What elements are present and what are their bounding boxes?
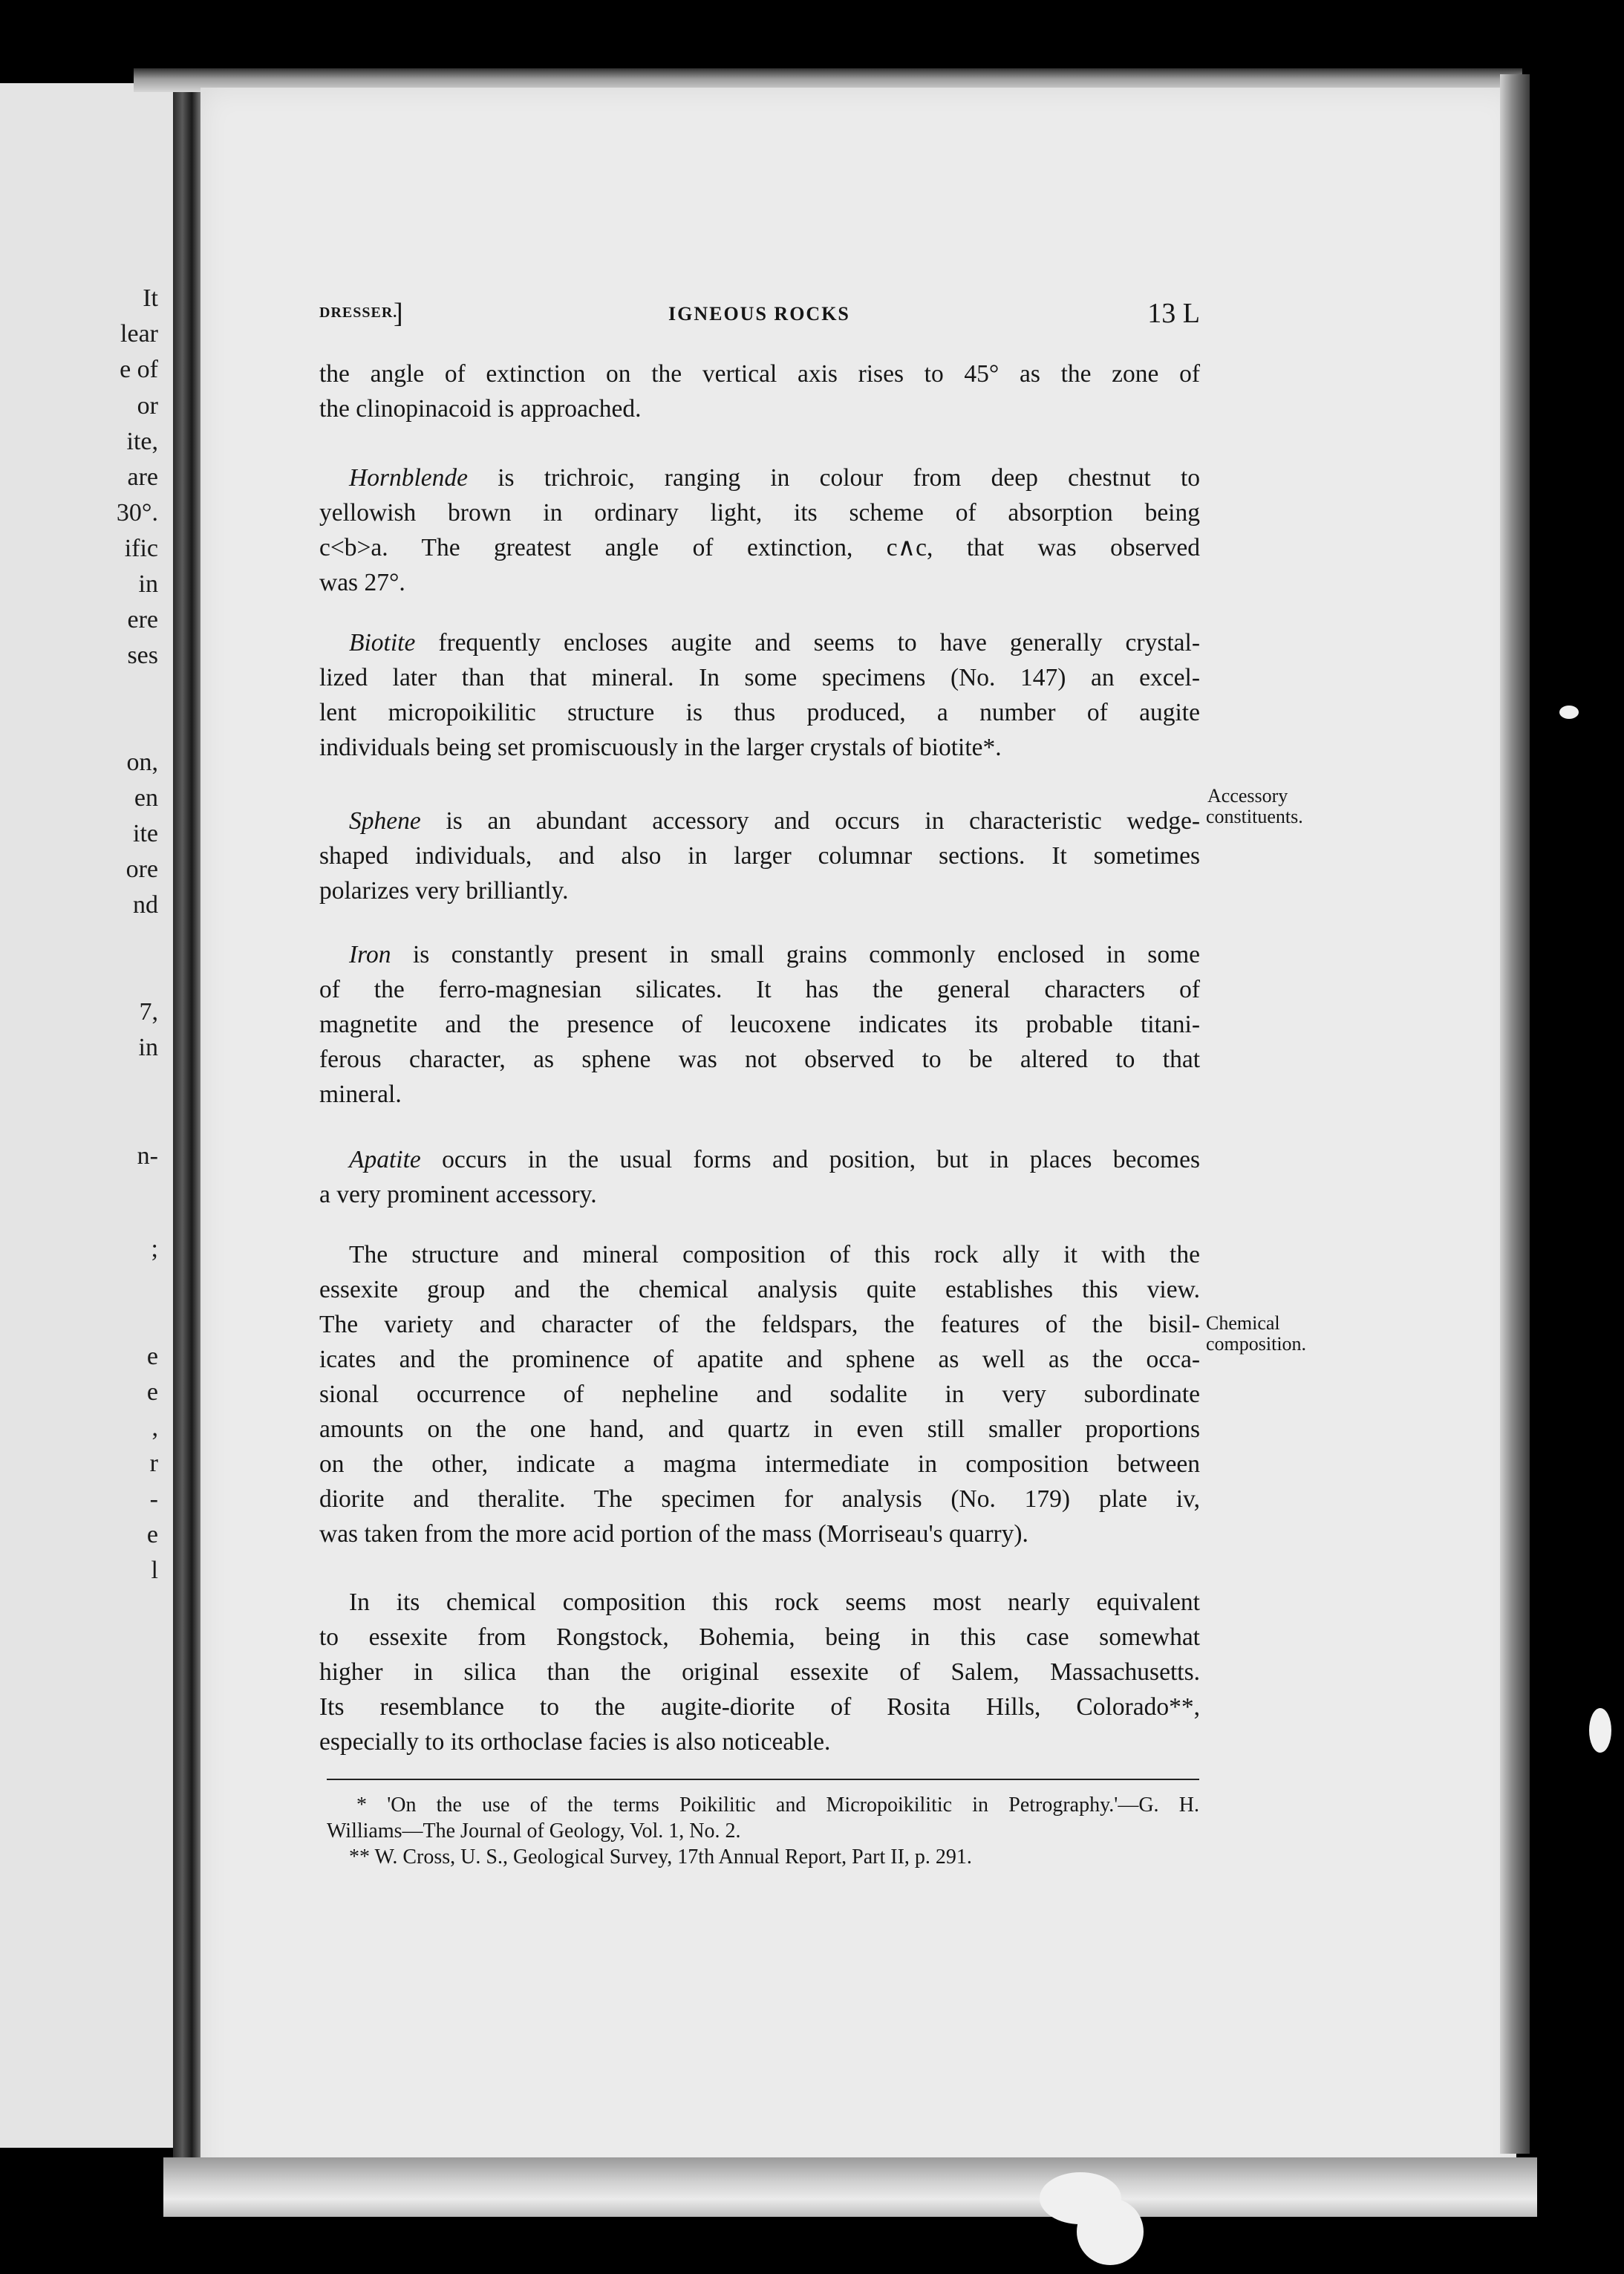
text-line: to essexite from Rongstock, Bohemia, being in this case somewhat — [319, 1623, 1200, 1651]
facing-page-fragment: e — [146, 1521, 158, 1548]
facing-page-fragment: It — [143, 284, 158, 312]
paragraph-biotite — [319, 625, 1200, 765]
text-line: The structure and mineral composition of this rock ally it with the — [349, 1241, 1200, 1268]
text-line: individuals being set promiscuously in the larger crystals of biotite*. — [319, 734, 1002, 761]
margin-note-line: composition. — [1206, 1333, 1307, 1355]
margin-note-line: constituents. — [1206, 806, 1303, 827]
margin-note-accessory — [1206, 786, 1303, 827]
running-header — [319, 297, 1200, 334]
facing-page-fragment: l — [151, 1557, 158, 1584]
text-line: amounts on the one hand, and quartz in even still smaller proportions — [319, 1415, 1200, 1443]
facing-page-fragment: - — [149, 1485, 158, 1513]
text-line: is an abundant accessory and occurs in characteristic wedge- — [420, 807, 1200, 835]
paragraph-structure — [319, 1237, 1200, 1551]
facing-page-fragment: r — [149, 1450, 158, 1477]
footnote-rule — [327, 1779, 1199, 1780]
text-line: In its chemical composition this rock seems most nearly equivalent — [349, 1589, 1200, 1616]
text-line: c<b>a. The greatest angle of extinction, c∧c, that was observed — [319, 534, 1200, 561]
margin-note-line: Accessory — [1207, 785, 1288, 807]
facing-page-fragment: 30°. — [116, 499, 158, 527]
facing-page-fragment: en — [134, 784, 158, 812]
facing-page-fragment: in — [138, 570, 158, 598]
text-line: occurs in the usual forms and position, but in places becomes — [420, 1146, 1200, 1173]
text-line: was taken from the more acid portion of the mass (Morriseau's quarry). — [319, 1520, 1028, 1548]
facing-page-fragment: ore — [125, 856, 158, 883]
term-hornblende: Hornblende — [349, 464, 469, 492]
footnote-line: ** W. Cross, U. S., Geological Survey, 17th Annual Report, Part II, p. 291. — [349, 1845, 972, 1869]
facing-page-fragment: ific — [124, 535, 158, 562]
term-iron: Iron — [349, 941, 391, 968]
text-line: was 27°. — [319, 569, 405, 596]
text-line: a very prominent accessory. — [319, 1181, 597, 1208]
text-line: shaped individuals, and also in larger columnar sections. It sometimes — [319, 842, 1200, 870]
text-line: polarizes very brilliantly. — [319, 877, 569, 905]
paragraph-apatite — [319, 1142, 1200, 1212]
facing-page-fragment: ite, — [126, 428, 158, 455]
facing-page-fragment: e of — [120, 356, 158, 383]
scan-dust — [1077, 2198, 1144, 2265]
facing-page-fragment: ses — [127, 642, 158, 669]
text-line: yellowish brown in ordinary light, its scheme of absorption being — [319, 499, 1200, 527]
facing-page-fragment: or — [137, 392, 158, 420]
scan-dust — [1589, 1708, 1611, 1753]
facing-page-fragment: in — [138, 1034, 158, 1061]
facing-page-edge — [0, 83, 175, 2148]
text-line: lized later than that mineral. In some specimens (No. 147) an excel- — [319, 664, 1200, 691]
margin-note-chemical — [1206, 1313, 1306, 1355]
text-line: Its resemblance to the augite-diorite of Rosita Hills, Colorado**, — [319, 1693, 1200, 1721]
footnote-line: * 'On the use of the terms Poikilitic and Micropoikilitic in Petrography.'—G. H. — [356, 1794, 1199, 1817]
facing-page-fragment: ; — [151, 1235, 158, 1263]
text-line: the angle of extinction on the vertical axis rises to 45° as the zone of — [319, 360, 1200, 388]
text-line: mineral. — [319, 1081, 402, 1108]
header-title: IGNEOUS ROCKS — [668, 303, 850, 325]
margin-note-line: Chemical — [1206, 1312, 1280, 1334]
scan-dust — [1559, 706, 1579, 719]
page-bottom-edge — [163, 2157, 1537, 2217]
text-line: the clinopinacoid is approached. — [319, 395, 642, 423]
facing-page-fragment: ite — [133, 820, 158, 847]
paragraph-hornblende — [319, 460, 1200, 600]
facing-page-fragment: lear — [120, 320, 158, 348]
text-line: is trichroic, ranging in colour from deep chestnut to — [468, 464, 1200, 492]
facing-page-fragment: are — [127, 463, 158, 491]
facing-page-fragment: nd — [133, 891, 158, 919]
paragraph-extinction — [319, 356, 1200, 426]
term-apatite: Apatite — [349, 1146, 421, 1173]
paragraph-sphene — [319, 804, 1200, 908]
paragraph-iron — [319, 937, 1200, 1112]
footnotes — [327, 1792, 1199, 1870]
paragraph-chemical-composition — [319, 1585, 1200, 1759]
text-line: of the ferro-magnesian silicates. It has the general characters of — [319, 976, 1200, 1003]
term-biotite: Biotite — [349, 629, 416, 657]
facing-page-fragment: n- — [137, 1142, 158, 1170]
page-number: 13 L — [1147, 298, 1200, 329]
text-line: essexite group and the chemical analysis quite establishes this view. — [319, 1276, 1200, 1303]
text-line: ferous character, as sphene was not observed to be altered to that — [319, 1046, 1200, 1073]
text-line: is constantly present in small grains commonly enclosed in some — [391, 941, 1200, 968]
text-line: icates and the prominence of apatite and sphene as well as the occa- — [319, 1346, 1200, 1373]
text-line: diorite and theralite. The specimen for analysis (No. 179) plate iv, — [319, 1485, 1200, 1513]
footnote-line: Williams—The Journal of Geology, Vol. 1, No. 2. — [327, 1819, 741, 1843]
facing-page-fragment: ere — [127, 606, 158, 633]
header-bracket: ] — [394, 298, 403, 329]
facing-page-fragment: e — [146, 1343, 158, 1370]
facing-page-fragment: , — [151, 1414, 158, 1441]
header-author: DRESSER. — [319, 304, 398, 321]
facing-page-fragment: on, — [126, 749, 158, 776]
text-line: frequently encloses augite and seems to have generally crystal- — [415, 629, 1200, 657]
text-line: on the other, indicate a magma intermediate in composition between — [319, 1450, 1200, 1478]
text-line: The variety and character of the feldspars, the features of the bisil- — [319, 1311, 1200, 1338]
text-line: especially to its orthoclase facies is also noticeable. — [319, 1728, 831, 1756]
text-line: magnetite and the presence of leucoxene indicates its probable titani- — [319, 1011, 1200, 1038]
text-line: sional occurrence of nepheline and sodalite in very subordinate — [319, 1381, 1200, 1408]
page-right-edge — [1500, 74, 1530, 2154]
text-line: higher in silica than the original essexite of Salem, Massachusetts. — [319, 1658, 1200, 1686]
text-line: lent micropoikilitic structure is thus produced, a number of augite — [319, 699, 1200, 726]
term-sphene: Sphene — [349, 807, 421, 835]
facing-page-fragment: 7, — [139, 998, 158, 1026]
book-gutter — [173, 74, 204, 2169]
facing-page-fragment: e — [146, 1378, 158, 1406]
